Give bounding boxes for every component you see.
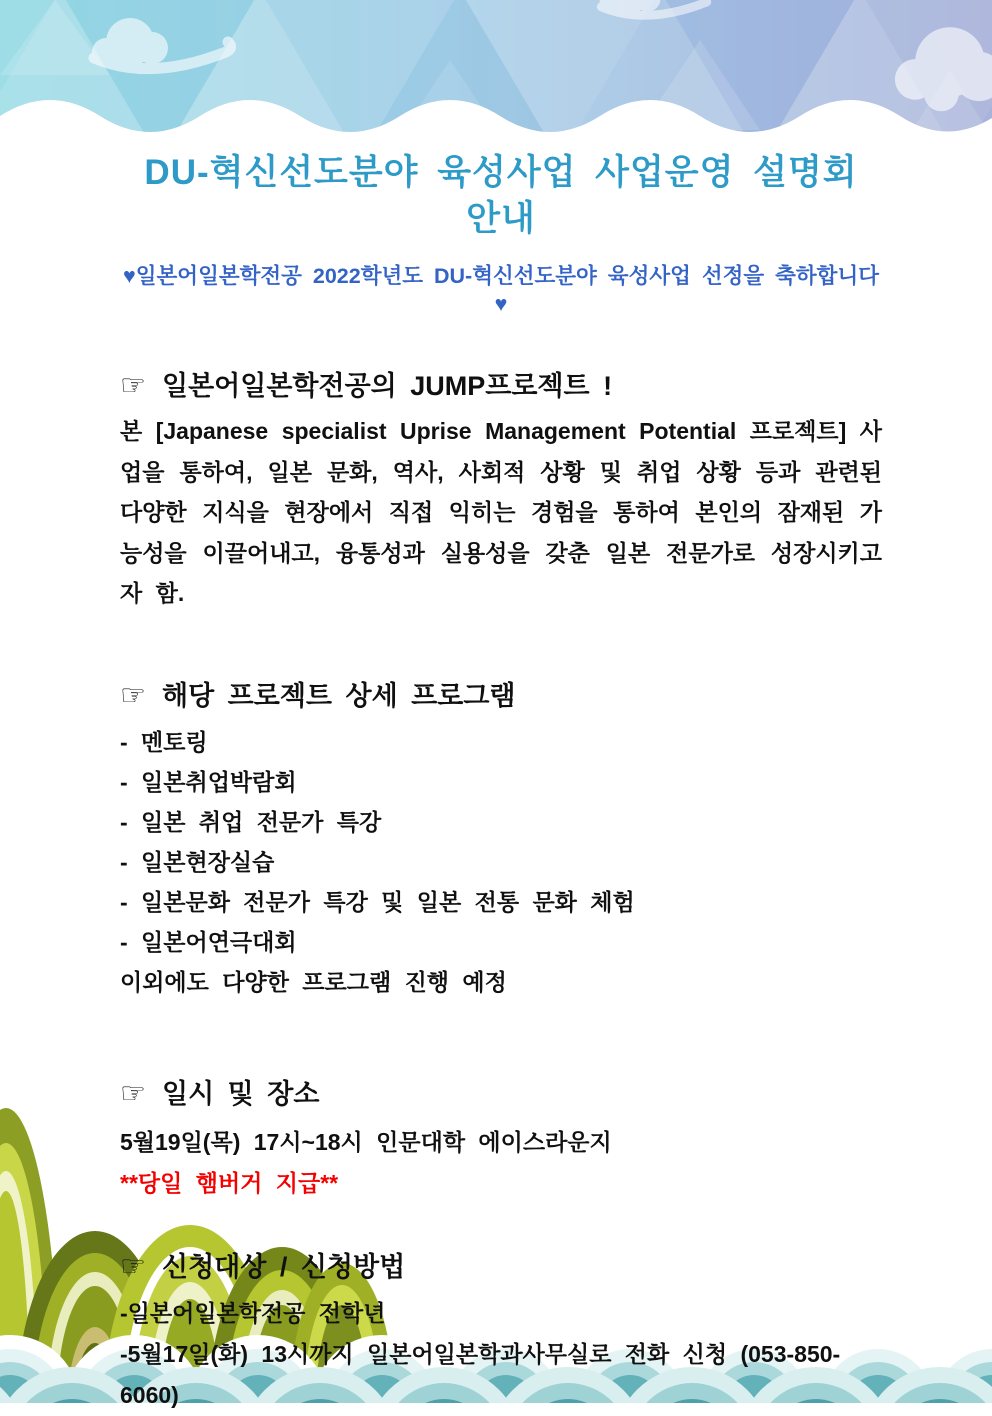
program-item: - 멘토링: [120, 728, 208, 755]
program-item: - 일본어연극대회: [120, 928, 297, 955]
poster-content: [120, 148, 882, 1416]
header-decoration: [0, 0, 992, 150]
program-list: [120, 722, 882, 962]
section-apply-heading: [120, 1249, 882, 1285]
section-apply: [120, 1249, 882, 1416]
pointer-icon: ☞: [120, 1250, 146, 1283]
section-program-heading: [120, 678, 882, 714]
program-note: 이외에도 다양한 프로그램 진행 예정: [120, 968, 507, 995]
section-jump-heading: [120, 368, 882, 404]
section-jump: [120, 368, 882, 614]
page-title: DU-혁신선도분야 육성사업 사업운영 설명회 안내: [144, 153, 858, 238]
schedule-datetime-venue: 5월19일(목) 17시~18시 인문대학 에이스라운지: [120, 1128, 612, 1155]
schedule-highlight: **당일 햄버거 지급**: [120, 1169, 339, 1196]
program-item: - 일본취업박람회: [120, 768, 297, 795]
section-heading-text: 일본어일본학전공의 JUMP프로젝트 !: [162, 371, 613, 401]
section-schedule: [120, 1076, 882, 1203]
program-item: - 일본 취업 전문가 특강: [120, 808, 382, 835]
section-program: [120, 678, 882, 1002]
pointer-icon: ☞: [120, 1077, 146, 1110]
section-heading-text: 해당 프로젝트 상세 프로그램: [162, 680, 516, 711]
apply-lines: [120, 1293, 882, 1416]
section-heading-text: 신청대상 / 신청방법: [162, 1251, 406, 1282]
program-item: - 일본문화 전문가 특강 및 일본 전통 문화 체험: [120, 888, 635, 915]
apply-line: -일본어일본학전공 전학년: [120, 1299, 386, 1326]
program-item: - 일본현장실습: [120, 848, 275, 875]
page-subtitle: ♥일본어일본학전공 2022학년도 DU-혁신선도분야 육성사업 선정을 축하합니다♥: [123, 264, 879, 316]
apply-line: -5월17일(화) 13시까지 일본어일본학과사무실로 전화 신청 (053-850-6060): [120, 1340, 841, 1408]
pointer-icon: ☞: [120, 679, 146, 712]
pointer-icon: ☞: [120, 370, 146, 402]
jump-description: 본 [Japanese specialist Uprise Management Potential 프로젝트] 사업을 통하여, 일본 문화, 역사, 사회적 상황 및 취업 상황 등과 관련된 다양한 지식을 현장에서 직접 익히는 경험을 통하여 본인의 잠재된 가능성을 이끌어내고, 융통성과 실용성을 갖춘 일본 전문가로 성장시키고자 함.: [120, 418, 882, 606]
section-heading-text: 일시 및 장소: [162, 1078, 320, 1109]
section-schedule-heading: [120, 1076, 882, 1112]
